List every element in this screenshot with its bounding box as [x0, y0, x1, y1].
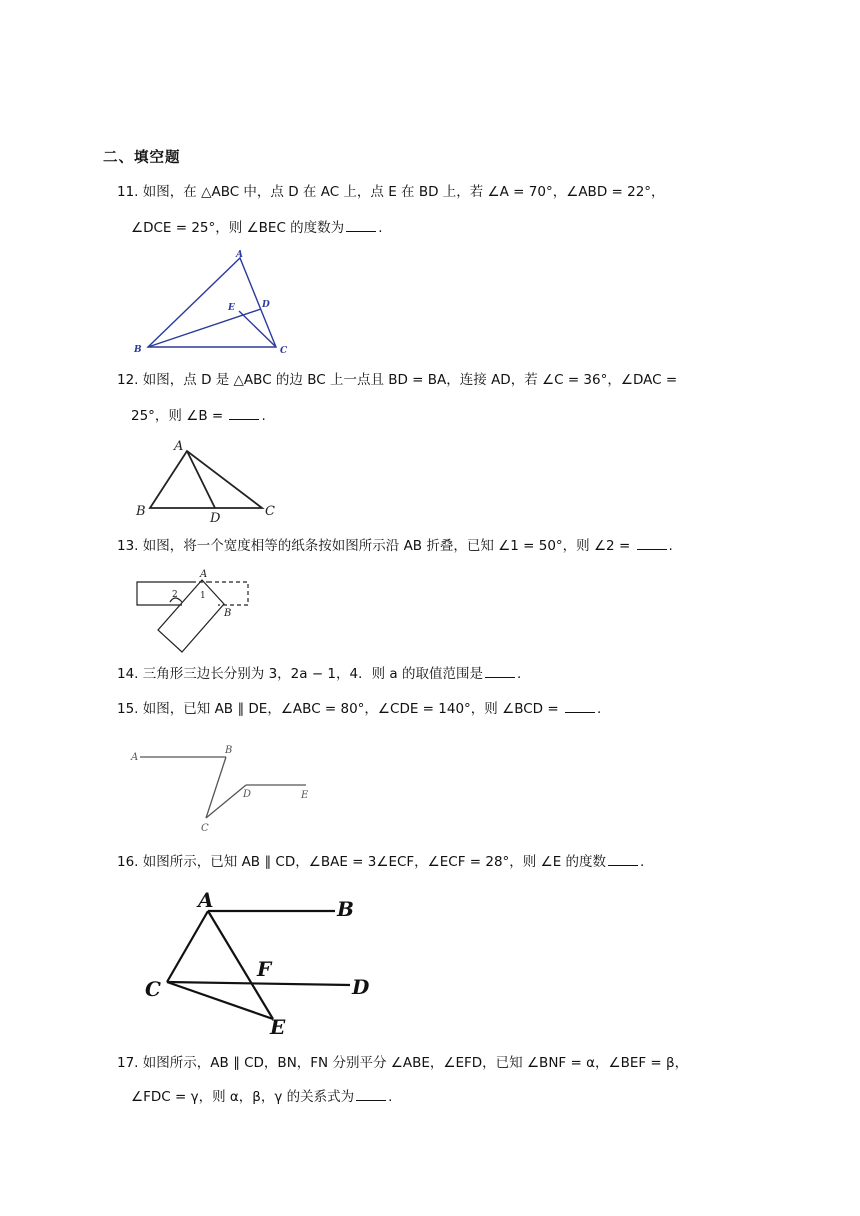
question-text: 三角形三边长分别为 3，2a − 1，4．则 a 的取值范围是: [142, 666, 483, 682]
question-11-line1: [117, 182, 665, 202]
figure-label-c: C: [280, 346, 288, 356]
answer-blank: [229, 407, 259, 420]
figure-label-b: B: [225, 745, 233, 756]
figure-label-e: E: [228, 303, 235, 313]
figure-label-b: B: [337, 897, 354, 921]
figure-label-d: D: [243, 789, 252, 800]
question-14-line1: [117, 664, 521, 684]
figure-label-e: E: [270, 1015, 286, 1036]
question-text: 如图所示，AB ∥ CD，BN，FN 分别平分 ∠ABE，∠EFD，已知 ∠BNF = α，∠BEF = β，: [142, 1055, 689, 1071]
figure-label-c: C: [265, 504, 275, 519]
question-text-end: .: [668, 538, 673, 554]
question-text: ∠DCE = 25°，则 ∠BEC 的度数为: [131, 220, 345, 236]
question-text: 25°，则 ∠B =: [131, 408, 228, 424]
question-text: 如图，在 △ABC 中，点 D 在 AC 上，点 E 在 BD 上，若 ∠A = 70°，∠ABD = 22°，: [142, 184, 665, 200]
question-number: 12.: [117, 372, 139, 388]
question-text-end: .: [388, 1089, 393, 1105]
figure-label-angle-2: 2: [172, 590, 178, 600]
question-text-end: .: [596, 701, 602, 717]
figure-q12-triangle: [130, 436, 285, 524]
figure-label-a: A: [198, 888, 214, 912]
figure-label-angle-1: 1: [200, 591, 206, 601]
question-text: 如图，将一个宽度相等的纸条按如图所示沿 AB 折叠，已知 ∠1 = 50°，则 ∠2 =: [142, 538, 635, 554]
question-text-end: .: [378, 220, 383, 236]
figure-label-a: A: [131, 752, 139, 763]
question-number: 16.: [117, 854, 139, 870]
figure-label-d: D: [262, 300, 270, 310]
figure-q16-parallel: [140, 884, 375, 1036]
question-text: 如图，点 D 是 △ABC 的边 BC 上一点且 BD = BA，连接 AD，若 ∠C = 36°，∠DAC =: [142, 372, 678, 388]
question-12-line1: [117, 370, 677, 390]
answer-blank: [608, 853, 638, 866]
answer-blank: [346, 219, 376, 232]
figure-label-c: C: [145, 977, 161, 1001]
figure-label-a: A: [236, 250, 243, 260]
figure-q13-folded-strip: [130, 566, 255, 656]
figure-label-a: A: [200, 569, 208, 580]
question-number: 17.: [117, 1055, 139, 1071]
figure-q15-parallel: [128, 740, 318, 836]
answer-blank: [356, 1088, 386, 1101]
answer-blank: [565, 700, 595, 713]
section-title: 二、填空题: [103, 150, 181, 166]
answer-blank: [637, 537, 667, 550]
figure-label-d: D: [352, 975, 370, 999]
answer-blank: [485, 665, 515, 678]
question-15-line1: [117, 699, 601, 719]
question-text-end: .: [261, 408, 266, 424]
figure-label-b: B: [136, 504, 146, 519]
question-16-line1: [117, 852, 644, 872]
question-17-line1: [117, 1053, 688, 1073]
figure-label-c: C: [201, 823, 209, 834]
question-13-line1: [117, 536, 673, 556]
figure-q11-triangle: [130, 246, 300, 358]
question-number: 13.: [117, 538, 139, 554]
figure-label-b: B: [134, 345, 142, 355]
figure-label-e: E: [301, 790, 309, 801]
figure-label-a: A: [174, 439, 184, 454]
question-text: ∠FDC = γ，则 α，β，γ 的关系式为: [131, 1089, 355, 1105]
figure-label-b: B: [224, 608, 232, 619]
question-text-end: .: [640, 854, 645, 870]
question-17-line2: [131, 1087, 392, 1107]
question-text-end: .: [516, 666, 522, 682]
question-text: 如图所示，已知 AB ∥ CD，∠BAE = 3∠ECF，∠ECF = 28°，则 ∠E 的度数: [142, 854, 607, 870]
question-12-line2: [131, 406, 266, 426]
question-number: 15.: [117, 701, 139, 717]
figure-label-f: F: [257, 957, 272, 981]
figure-label-d: D: [210, 511, 221, 524]
question-number: 11.: [117, 184, 139, 200]
question-number: 14.: [117, 666, 139, 682]
question-11-line2: [131, 218, 382, 238]
question-text: 如图，已知 AB ∥ DE，∠ABC = 80°，∠CDE = 140°，则 ∠BCD =: [142, 701, 563, 717]
